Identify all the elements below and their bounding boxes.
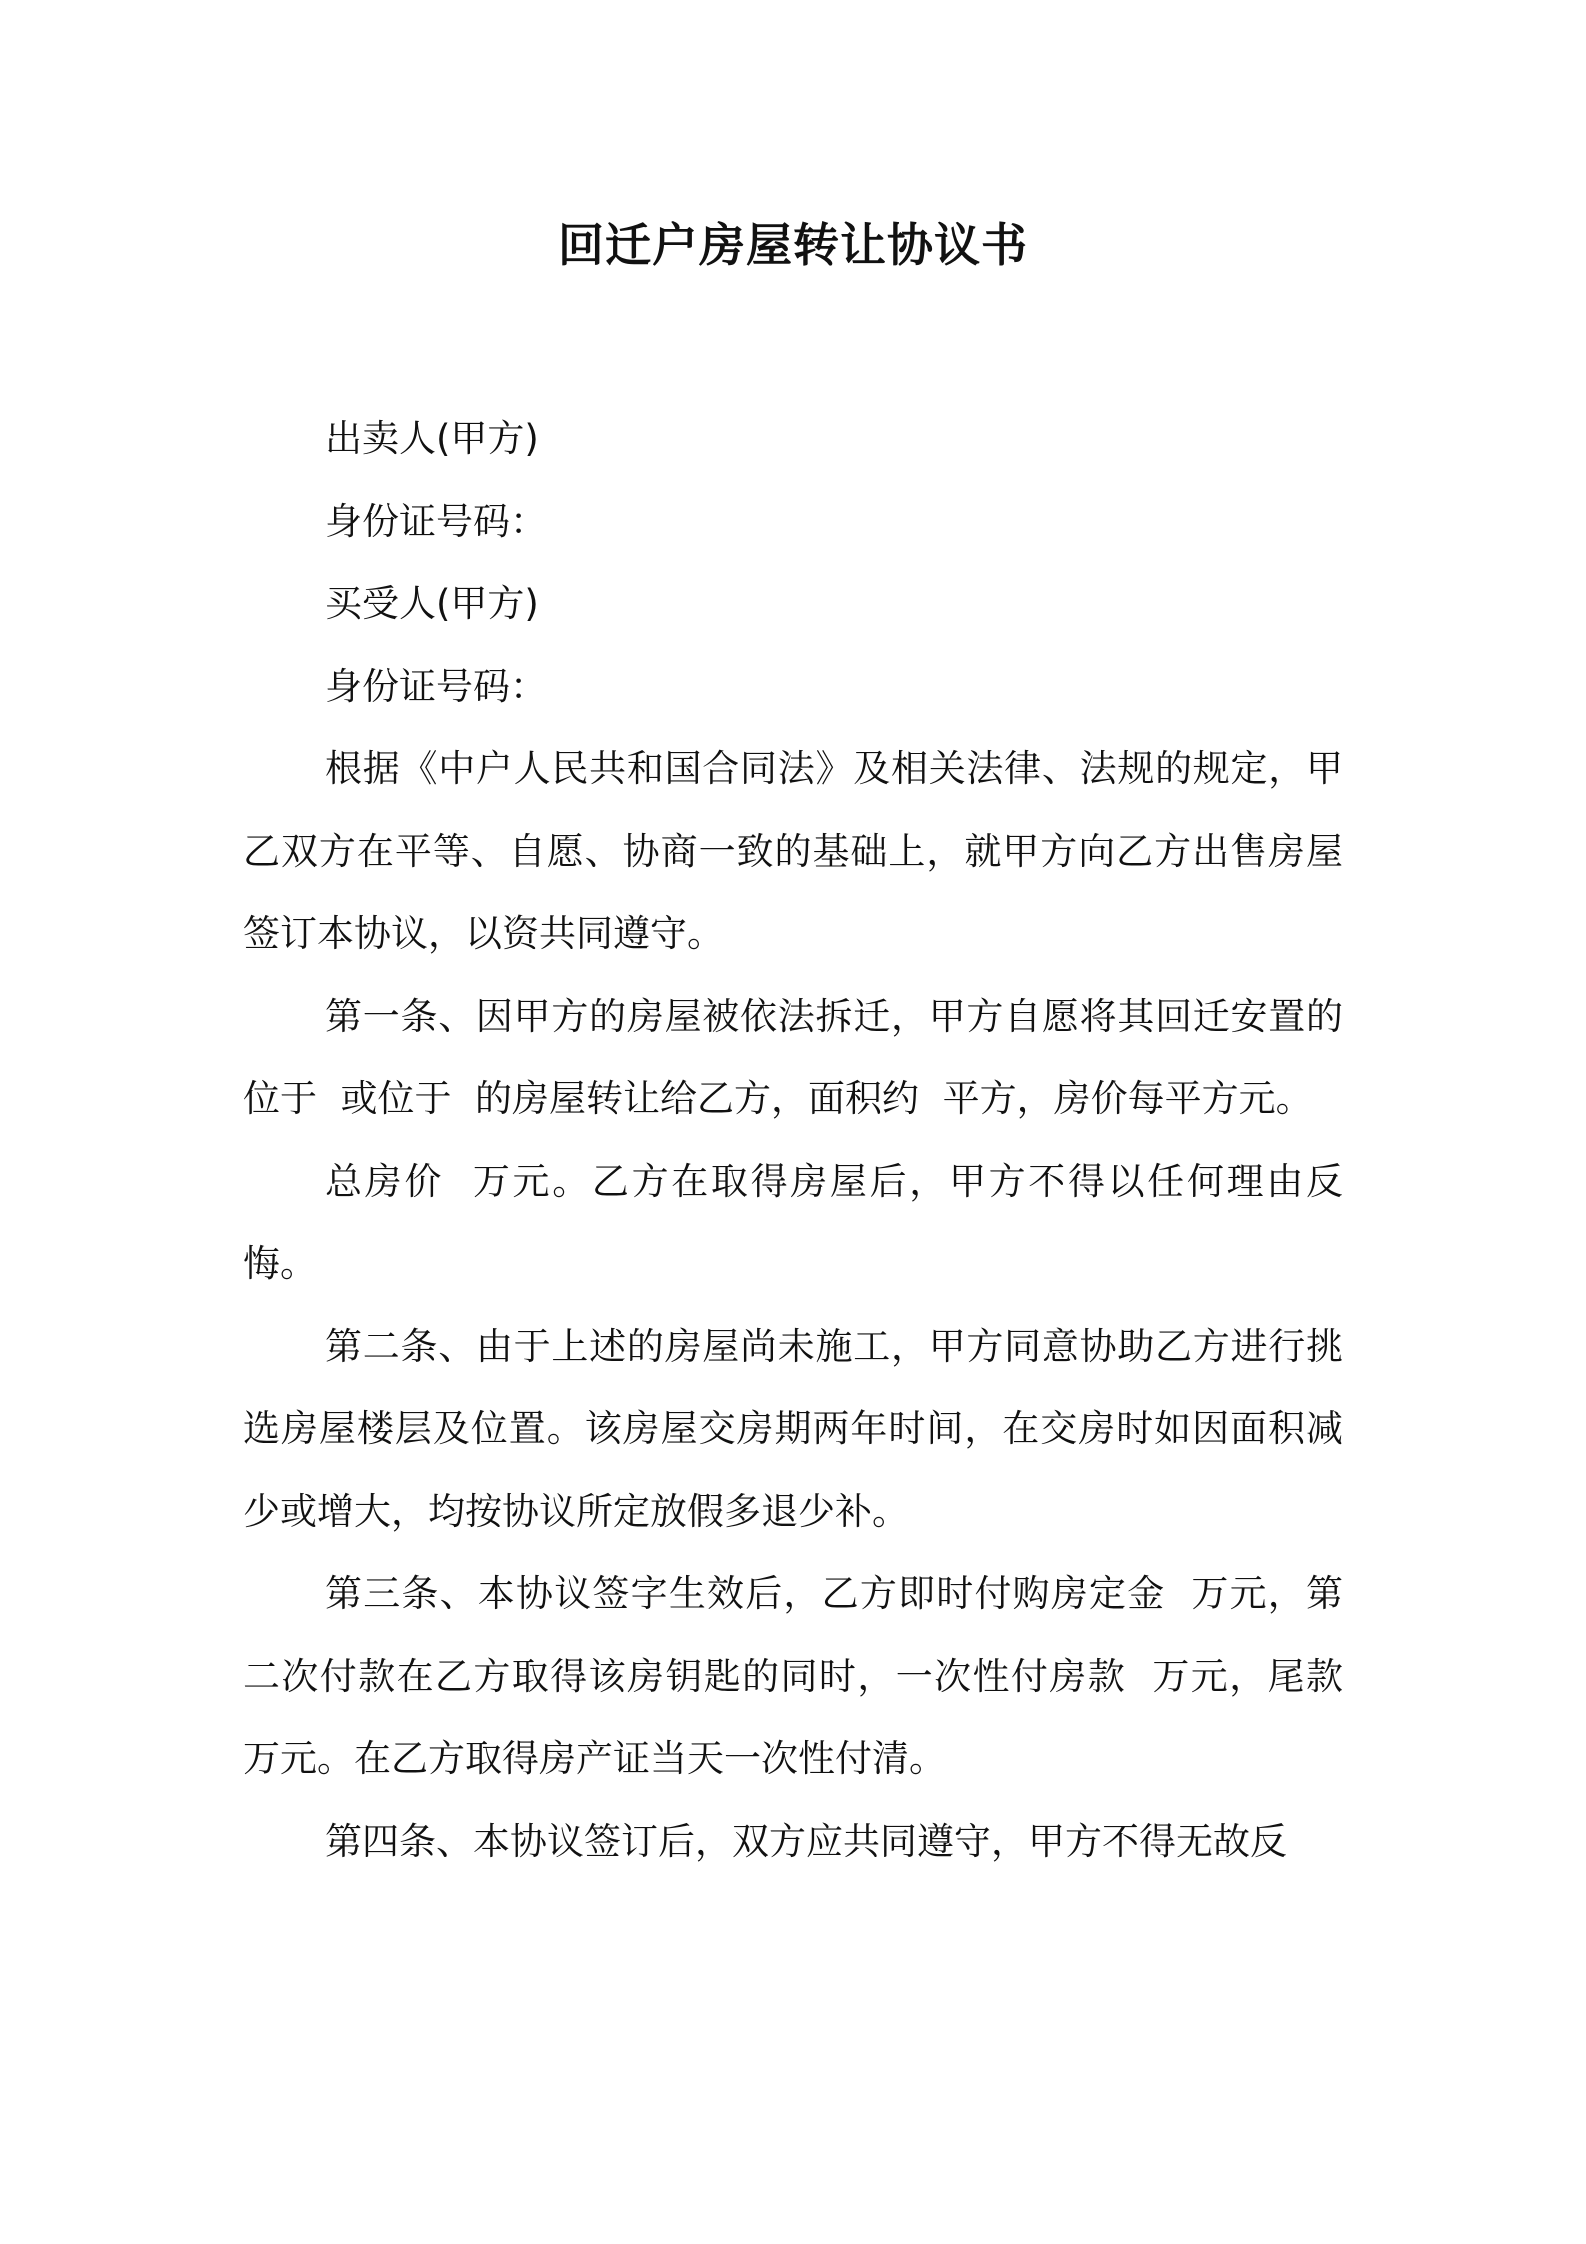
article-3-paragraph: 第三条、本协议签字生效后，乙方即时付购房定金 万元，第二次付款在乙方取得该房钥匙的同时，一次性付房款 万元，尾款 万元。在乙方取得房产证当天一次性付清。	[243, 1572, 1367, 1780]
document-body	[243, 398, 1367, 1883]
article-2-paragraph: 第二条、由于上述的房屋尚未施工，甲方同意协助乙方进行挑选房屋楼层及位置。该房屋交房期两年时间，在交房时如因面积减少或增大，均按协议所定放假多退少补。	[243, 1324, 1343, 1533]
seller-id-label: 身份证号码：	[325, 499, 547, 543]
document-title: 回迁户房屋转让协议书	[558, 218, 1028, 272]
article-1-paragraph: 第一条、因甲方的房屋被依法拆迁，甲方自愿将其回迁安置的位于 或位于 的房屋转让给乙方，面积约 平方，房价每平方元。	[243, 994, 1343, 1120]
total-price-paragraph: 总房价 万元。乙方在取得房屋后，甲方不得以任何理由反悔。	[243, 1159, 1343, 1285]
buyer-label: 买受人(甲方)	[325, 582, 539, 625]
preamble-paragraph: 根据《中户人民共和国合同法》及相关法律、法规的规定，甲乙双方在平等、自愿、协商一致的基础上，就甲方向乙方出售房屋签订本协议，以资共同遵守。	[243, 747, 1343, 955]
buyer-id-label: 身份证号码：	[325, 664, 547, 708]
seller-label: 出卖人(甲方)	[325, 417, 539, 460]
article-4-paragraph: 第四条、本协议签订后，双方应共同遵守，甲方不得无故反	[325, 1819, 1287, 1863]
